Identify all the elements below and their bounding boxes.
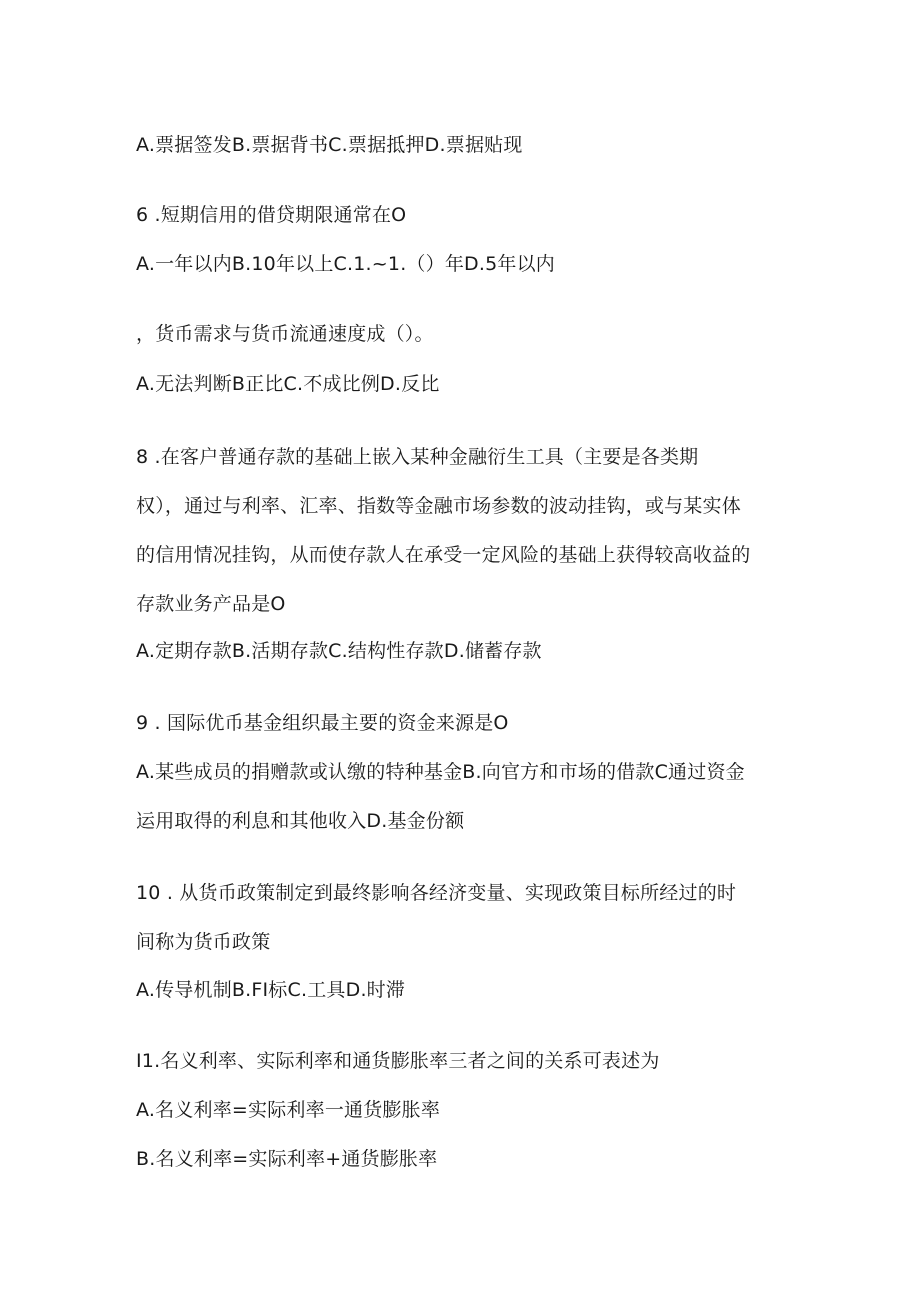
q8-options: A.定期存款B.活期存款C.结构性存款D.储蓄存款 [136,640,542,662]
q8-question-line-1: 8 .在客户普通存款的基础上嵌入某种金融衍生工具（主要是各类期 [136,446,699,468]
q5-options: A.票据签发B.票据背书C.票据抵押D.票据贴现 [136,134,523,156]
q11-option-b: B.名义利率=实际利率+通货膨胀率 [136,1148,438,1170]
q8-question-line-2: 权），通过与利率、汇率、指数等金融市场参数的波动挂钩，或与某实体 [136,495,741,517]
q10-options: A.传导机制B.FI标C.工具D.时滞 [136,979,406,1001]
q6-options: A.一年以内B.10年以上C.1.~1.（）年D.5年以内 [136,253,555,275]
q7-options: A.无法判断B正比C.不成比例D.反比 [136,373,440,395]
q11-question: I1.名义利率、实际利率和通货膨胀率三者之间的关系可表述为 [136,1050,660,1072]
q9-options-line-2: 运用取得的利息和其他收入D.基金份额 [136,810,465,832]
q7-question: ，货币需求与货币流通速度成（）。 [136,323,434,345]
q10-question-line-2: 间称为货币政策 [136,931,271,953]
q9-question: 9 . 国际优币基金组织最主要的资金来源是O [136,712,509,734]
q11-option-a: A.名义利率=实际利率一通货膨胀率 [136,1099,441,1121]
q10-question-line-1: 10 . 从货币政策制定到最终影响各经济变量、实现政策目标所经过的时 [136,882,737,904]
q6-question: 6 .短期信用的借贷期限通常在O [136,204,407,226]
q9-options-line-1: A.某些成员的捐赠款或认缴的特种基金B.向官方和市场的借款C通过资金 [136,761,745,783]
q8-question-line-4: 存款业务产品是O [136,593,286,615]
q8-question-line-3: 的信用情况挂钩，从而使存款人在承受一定风险的基础上获得较高收益的 [136,544,751,566]
